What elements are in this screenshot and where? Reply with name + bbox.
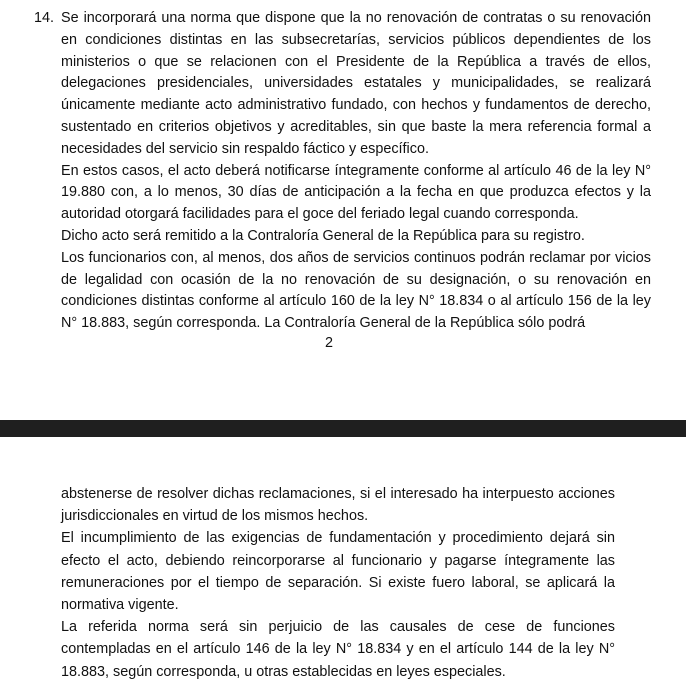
item-number: 14.	[34, 10, 55, 26]
paragraph-contract-renewal-rule: Se incorporará una norma que dispone que la no renovación de contratas o su renovación en condiciones distintas en las subsecretarías, servicios públicos dependientes de los ministerios o que se relacionen con el Presidente de la República a través de ellos, delegaciones presidenciales, universidades estatales y municipalidades, se realizará únicamente mediante acto administrativo fundado, con hechos y fundamentos de derecho, sustentado en criterios objetivos y acreditables, sin que baste la mera referencia formal a necesidades del servicio sin respaldo fáctico y específico.	[61, 10, 651, 157]
paragraph-claims: Los funcionarios con, al menos, dos años de servicios continuos podrán reclamar por vicios de legalidad con ocasión de la no renovación de su designación, o su renovación en condiciones distintas conforme al artículo 160 de la ley N° 18.834 o al artículo 156 de la ley N° 18.883, según corresponda. La Contraloría General de la República sólo podrá	[61, 249, 651, 332]
paragraph-contraloria-registration: Dicho acto será remitido a la Contraloría General de la República para su registro.	[61, 227, 585, 244]
continuation-text	[61, 483, 615, 683]
document-page-bottom	[0, 437, 686, 684]
page-number: 2	[324, 335, 333, 351]
paragraph-noncompliance: El incumplimiento de las exigencias de fundamentación y procedimiento dejará sin efecto el acto, debiendo reincorporarse al funcionario y pagarse íntegramente las remuneraciones por el tiempo de separación. Si existe fuero laboral, se aplicará la normativa vigente.	[61, 530, 615, 614]
paragraph-abstain: abstenerse de resolver dichas reclamaciones, si el interesado ha interpuesto acciones jurisdiccionales en virtud de los mismos hechos.	[61, 486, 615, 525]
item-body	[61, 8, 651, 335]
paragraph-termination-causes: La referida norma será sin perjuicio de las causales de cese de funciones contempladas en el artículo 146 de la ley N° 18.834 y en el artículo 144 de la ley N° 18.883, según corresponda, u otras establecidas en leyes especiales.	[61, 619, 615, 680]
list-item-14	[34, 8, 651, 335]
page-separator	[0, 420, 686, 437]
paragraph-notification: En estos casos, el acto deberá notificarse íntegramente conforme al artículo 46 de la ley N° 19.880 con, a lo menos, 30 días de anticipación a la fecha en que produzca efectos y la autoridad otorgará facilidades para el goce del feriado legal cuando corresponda.	[61, 162, 651, 223]
